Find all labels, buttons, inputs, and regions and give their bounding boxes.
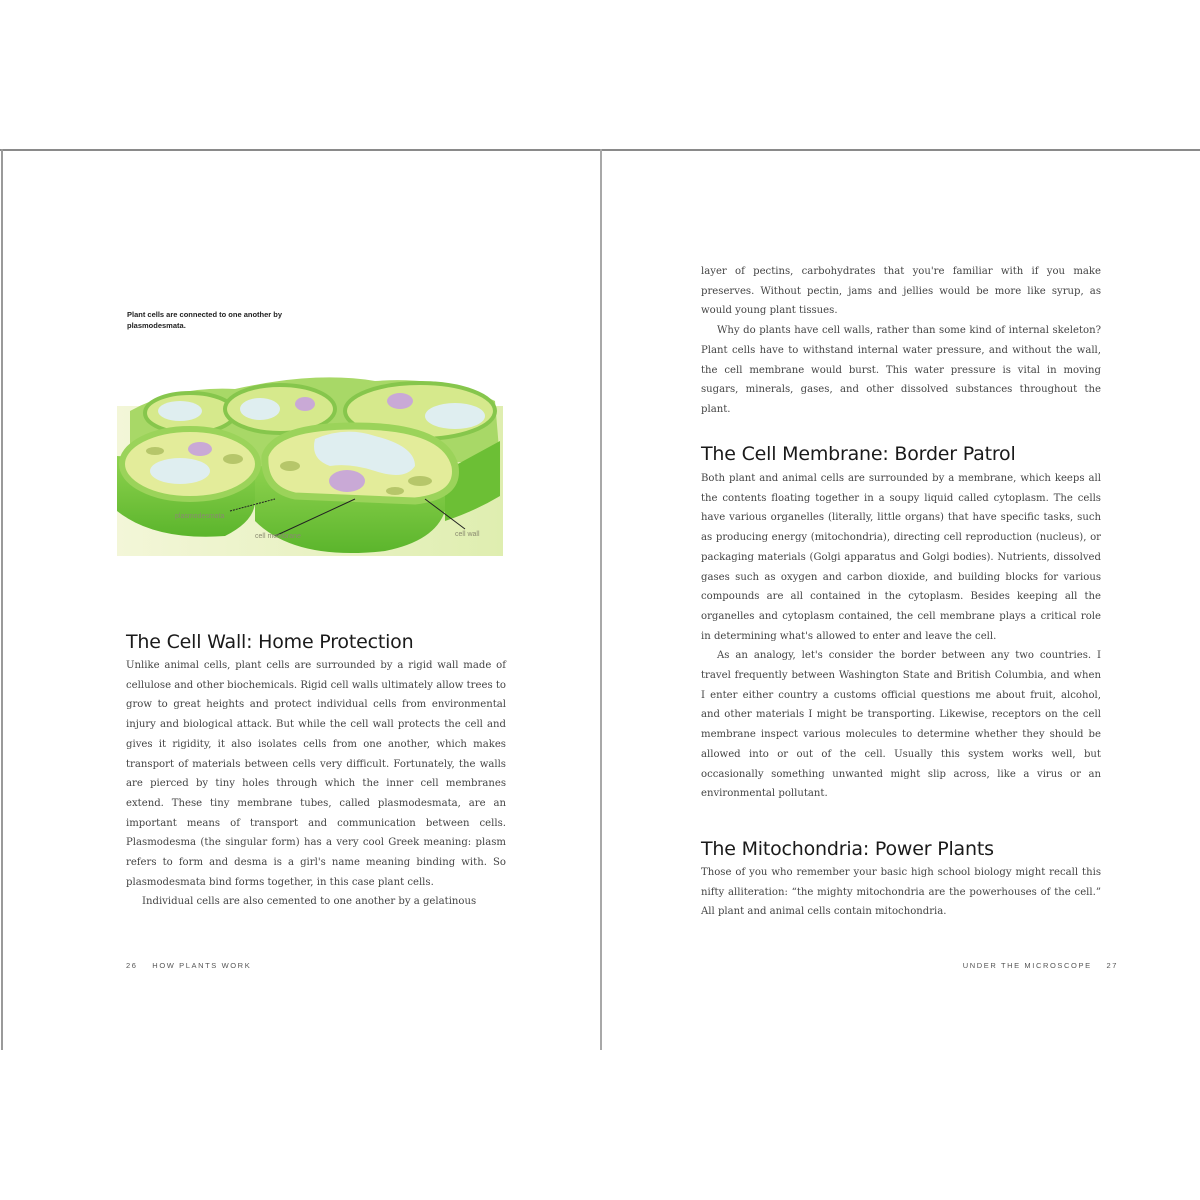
continued-text (701, 262, 1101, 420)
running-head: HOW PLANTS WORK (152, 961, 252, 970)
label-cell-membrane: cell membrane (255, 533, 301, 540)
cell-membrane-body (701, 469, 1101, 804)
cell-wall-body (126, 656, 506, 912)
right-page-footer (963, 961, 1118, 970)
left-page-footer (126, 961, 251, 970)
paragraph: As an analogy, let's consider the border between any two countries. I travel frequently between Washington State and British Columbia, and when I enter either country a customs official questions me about fruit, alcohol, and other materials I might be transporting. Likewise, receptors on the cell membrane inspect various molecules to determine whether they should be allowed into or out of the cell. Usually this system works well, but occasionally something unwanted might slip across, like a virus or an environmental pollutant. (701, 650, 1101, 800)
mitochondria-body (701, 863, 1101, 922)
running-head: UNDER THE MICROSCOPE (962, 961, 1092, 970)
right-page (602, 151, 1200, 1050)
paragraph: Both plant and animal cells are surrounded by a membrane, which keeps all the contents floating together in a soupy liquid called cytoplasm. The cells have various organelles (literally, little organs) that have specific tasks, such as producing energy (mitochondria), directing cell reproduction (nucleus), or packaging materials (Golgi apparatus and Golgi bodies). Nutrients, dissolved gases such as oxygen and carbon dioxide, and building blocks for various compounds are all contained in the cytoplasm. Besides keeping all the organelles and cytoplasm contained, the cell membrane plays a critical role in determining what's allowed to enter and leave the cell. (701, 473, 1101, 642)
paragraph: Those of you who remember your basic high school biology might recall this nifty alliteration: “the mighty mitochondria are the powerhouses of the cell.” All plant and animal cells contain mitochondria. (701, 867, 1101, 918)
label-plasmodesmata: plasmodesmata (175, 513, 225, 520)
page-number: 26 (126, 961, 138, 970)
paragraph: Individual cells are also cemented to one another by a gelatinous (142, 896, 477, 908)
plant-cells-illustration (115, 371, 505, 556)
left-page (3, 151, 600, 1050)
page-number: 27 (1106, 961, 1118, 970)
paragraph: Unlike animal cells, plant cells are surrounded by a rigid wall made of cellulose and other biochemicals. Rigid cell walls ultimately allow trees to grow to great heights and protect individual cells from environmental injury and biological attack. But while the cell wall protects the cell and gives it rigidity, it also isolates cells from one another, which makes transport of materials between cells very difficult. Fortunately, the walls are pierced by tiny holes through which the inner cell membranes extend. These tiny membrane tubes, called plasmodesmata, are an important means of transport and communication between cells. Plasmodesma (the singular form) has a very cool Greek meaning: plasm refers to form and desma is a girl's name meaning binding with. So plasmodesmata bind forms together, in this case plant cells. (126, 660, 506, 888)
section-heading-cell-wall: The Cell Wall: Home Protection (126, 631, 414, 653)
section-heading-cell-membrane: The Cell Membrane: Border Patrol (701, 443, 1016, 465)
paragraph: Why do plants have cell walls, rather than some kind of internal skeleton? Plant cells have to withstand internal water pressure, and without the wall, the cell membrane would burst. This water pressure is vital in moving sugars, minerals, gases, and other dissolved substances throughout the plant. (701, 325, 1101, 415)
plant-cells-diagram-icon (115, 371, 505, 556)
section-heading-mitochondria: The Mitochondria: Power Plants (701, 838, 994, 860)
figure-caption: Plant cells are connected to one another by plasmodesmata. (127, 310, 283, 330)
paragraph: layer of pectins, carbohydrates that you're familiar with if you make preserves. Without pectin, jams and jellies would be more like syrup, as would young plant tissues. (701, 266, 1101, 317)
label-cell-wall: cell wall (455, 531, 480, 538)
